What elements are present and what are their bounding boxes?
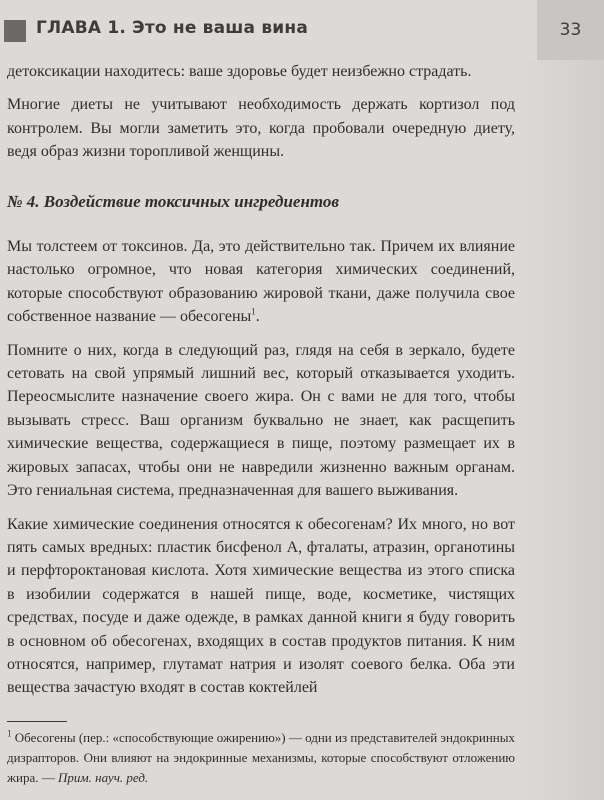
footnote <box>7 728 515 788</box>
page-number: 33 <box>559 20 582 40</box>
paragraph-5: Какие химические соединения относятся к обесогенам? Их много, но вот пять самых вредных: пластик бисфенол А, фталаты, атразин, органотины и перфтороктановая кислота. Хотя химические вещества из этого списка в изобилии содержатся в нашей пище, воде, косметике, чистящих средствах, посуде и даже одежде, в рамках данной книги я буду говорить в основном об обесогенах, входящих в состав продуктов питания. К ним относятся, например, глутамат натрия и изолят соевого белка. Оба эти вещества зачастую входят в состав коктейлей <box>7 515 515 697</box>
body-text <box>7 60 515 710</box>
paragraph-1: детоксикации находитесь: ваше здоровье будет неизбежно страдать. <box>7 63 472 80</box>
paragraph-3-text: Мы толстеем от токсинов. Да, это действительно так. Причем их влияние настолько огромное, что новая категория химических соединений, которые способствуют образованию жировой ткани, даже получила свое собственное название — обесогены <box>7 238 515 326</box>
paragraph-2: Многие диеты не учитывают необходимость держать кортизол под контролем. Вы могли заметить это, когда пробовали очередную диету, ведя образ жизни торопливой женщины. <box>7 96 515 161</box>
page-edge-shadow <box>520 60 604 800</box>
footnote-reference: 1 <box>251 306 256 317</box>
section-heading: № 4. Воздействие токсичных ингредиентов <box>7 191 340 211</box>
page-number-tab <box>537 0 604 60</box>
footnote-mark: 1 <box>7 728 12 739</box>
page-header <box>0 0 604 58</box>
paragraph-4: Помните о них, когда в следующий раз, глядя на себя в зеркало, будете сетовать на свой упрямый лишний вес, который отказывается уходить. Переосмыслите назначение своего жира. Он с вами не для того, чтобы вызывать стресс. Ваш организм буквально не знает, как расщепить химические вещества, содержащиеся в пище, поэтому размещает их в жировых запасах, чтобы они не навредили жизненно важным органам. Это гениальная система, предназначенная для вашего выживания. <box>7 341 515 500</box>
footnote-editor-note: Прим. науч. ред. <box>57 770 149 785</box>
paragraph-3-end: . <box>255 308 260 326</box>
paragraph-3 <box>7 235 515 329</box>
footnote-text: Обесогены (пер.: «способствующие ожирению») — одни из представителей эндокринных дизрапторов. Они влияют на эндокринные механизмы, которые способствуют отложению жира. — <box>7 730 515 785</box>
square-marker-icon <box>4 20 26 42</box>
footnote-divider <box>7 721 67 722</box>
chapter-title: ГЛАВА 1. Это не ваша вина <box>36 18 309 38</box>
